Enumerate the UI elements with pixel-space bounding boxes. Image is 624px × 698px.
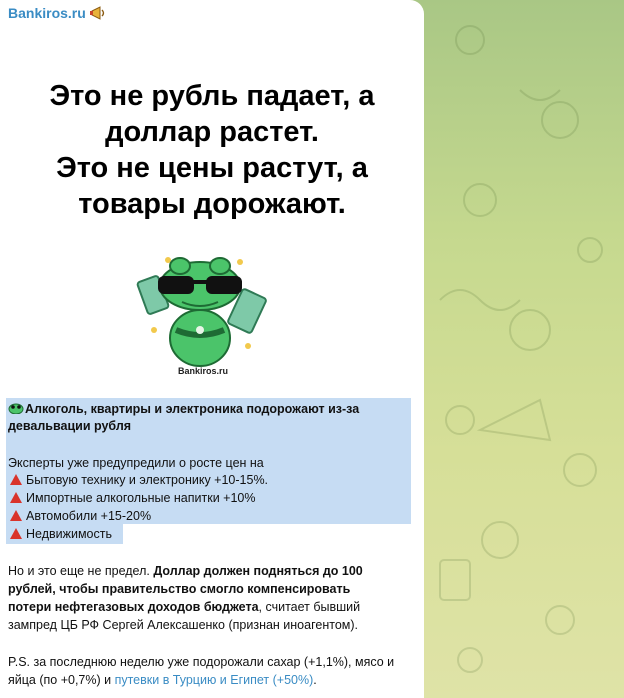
paragraph-bold-text: Доллар должен подняться до 100	[153, 564, 363, 578]
post-intro: Эксперты уже предупредили о росте цен на	[8, 456, 264, 470]
red-triangle-icon	[10, 474, 22, 485]
paragraph-line: зампред ЦБ РФ Сергей Алексашенко (признан иноагентом).	[8, 618, 358, 632]
channel-name[interactable]: Bankiros.ru	[8, 5, 86, 21]
list-item-text: Бытовую технику и электронику +10-15%.	[26, 473, 269, 487]
paragraph-line	[8, 599, 360, 616]
post-title-line: девальвации рубля	[8, 419, 132, 433]
list-item	[8, 526, 112, 543]
list-item-text: Недвижимость	[26, 527, 112, 541]
headline-line: товары дорожают.	[78, 188, 346, 220]
ps-line: P.S. за последнюю неделю уже подорожали сахар (+1,1%), мясо и	[8, 655, 395, 669]
megaphone-icon	[90, 6, 108, 20]
list-item	[8, 472, 268, 489]
ps-line	[8, 672, 317, 689]
red-triangle-icon	[10, 492, 22, 503]
sticker-caption: Bankiros.ru	[177, 366, 229, 376]
headline	[0, 78, 424, 222]
headline-line: доллар растет.	[105, 116, 319, 148]
red-triangle-icon	[10, 528, 22, 539]
post-title	[8, 401, 359, 418]
list-item	[8, 490, 255, 507]
ps-text: яйца (по +0,7%) и	[8, 673, 115, 687]
channel-header[interactable]	[8, 5, 108, 21]
paragraph-line	[8, 563, 363, 580]
ps-text: .	[313, 673, 317, 687]
list-item-text: Автомобили +15-20%	[26, 509, 152, 523]
red-triangle-icon	[10, 510, 22, 521]
headline-line: Это не рубль падает, а	[49, 80, 375, 112]
list-item	[8, 508, 151, 525]
paragraph-text: Но и это еще не предел.	[8, 564, 154, 578]
paragraph-line: рублей, чтобы правительство смогло компенсировать	[8, 582, 351, 596]
paragraph-bold-text: потери нефтегазовых доходов бюджета	[8, 600, 259, 614]
paragraph-text: , считает бывший	[258, 600, 361, 614]
list-item-text: Импортные алкогольные напитки +10%	[26, 491, 256, 505]
headline-line: Это не цены растут, а	[56, 152, 368, 184]
frog-emoji-icon	[8, 403, 24, 414]
frog-sticker	[136, 250, 270, 380]
travel-link[interactable]: путевки в Турцию и Египет (+50%)	[114, 673, 314, 687]
post-title-line: Алкоголь, квартиры и электроника подорожают из-за	[25, 402, 360, 416]
